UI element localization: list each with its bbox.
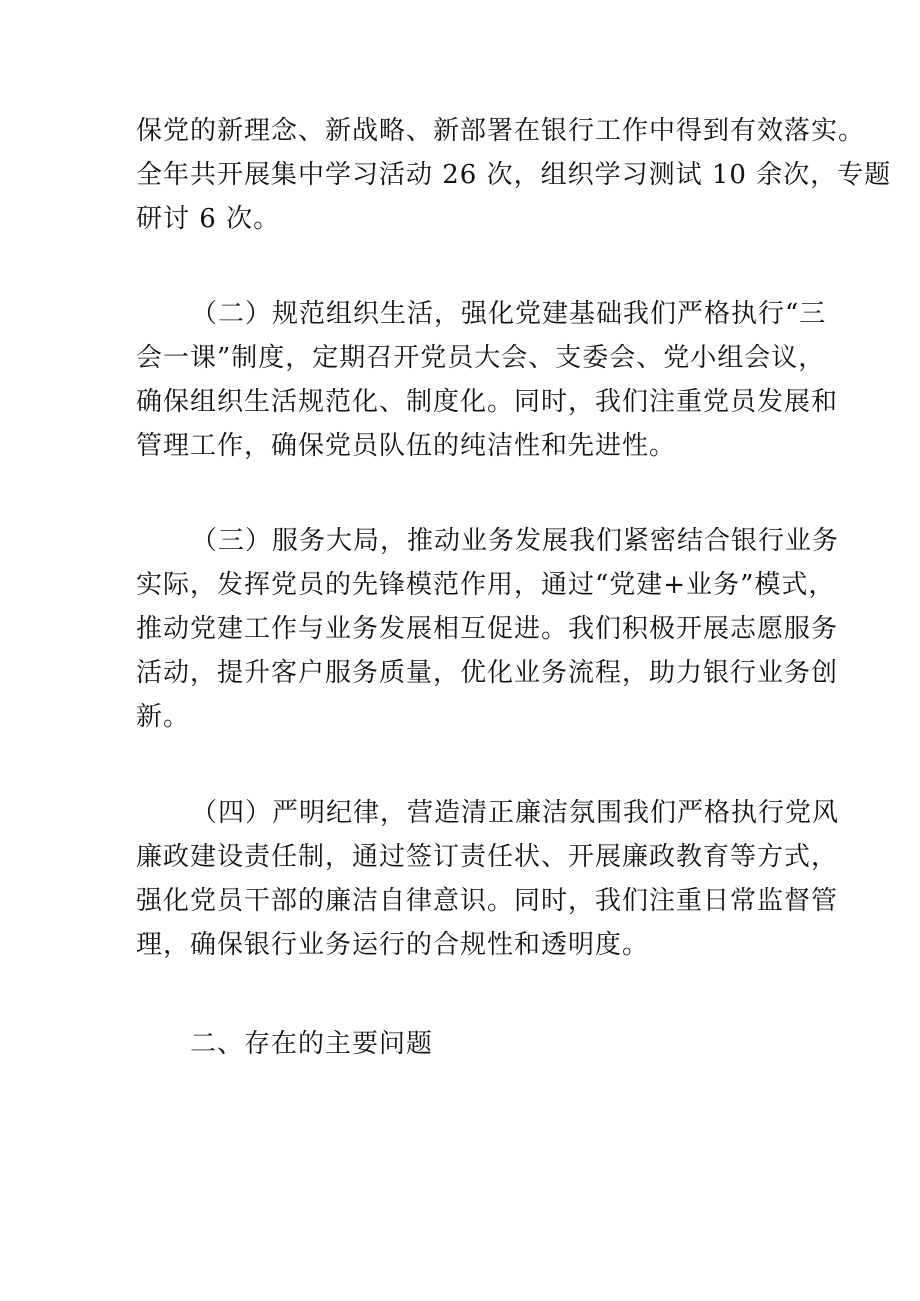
paragraph-serve-overall: [136, 519, 840, 739]
paragraph-organization-life: [136, 292, 839, 468]
text-line: 新。: [136, 702, 191, 732]
section-heading: 二、存在的主要问题: [190, 1029, 434, 1059]
text-line: 活动，提升客户服务质量，优化业务流程，助力银行业务创: [136, 658, 839, 688]
paragraph-study-summary: [136, 109, 892, 241]
text-line: （二）规范组织生活，强化党建基础我们严格执行“三: [191, 299, 827, 329]
text-line: 确保组织生活规范化、制度化。同时，我们注重党员发展和: [136, 387, 839, 417]
text-line: （三）服务大局，推动业务发展我们紧密结合银行业务: [191, 526, 840, 556]
text-line: （四）严明纪律，营造清正廉洁氛围我们严格执行党风: [191, 798, 840, 828]
text-line: 保党的新理念、新战略、新部署在银行工作中得到有效落实。: [136, 116, 866, 146]
text-line: 实际，发挥党员的先锋模范作用，通过“党建+业务”模式，: [136, 570, 836, 600]
text-line: 廉政建设责任制，通过签订责任状、开展廉政教育等方式，: [136, 842, 839, 872]
text-line: 研讨 6 次。: [136, 204, 281, 234]
text-line: 全年共开展集中学习活动 26 次，组织学习测试 10 余次，专题: [136, 160, 892, 190]
text-line: 推动党建工作与业务发展相互促进。我们积极开展志愿服务: [136, 614, 839, 644]
text-line: 理，确保银行业务运行的合规性和透明度。: [136, 930, 650, 960]
text-line: 强化党员干部的廉洁自律意识。同时，我们注重日常监督管: [136, 886, 839, 916]
paragraph-discipline: [136, 791, 840, 967]
text-line: 会一课”制度，定期召开党员大会、支委会、党小组会议，: [136, 343, 826, 373]
text-line: 管理工作，确保党员队伍的纯洁性和先进性。: [136, 431, 677, 461]
